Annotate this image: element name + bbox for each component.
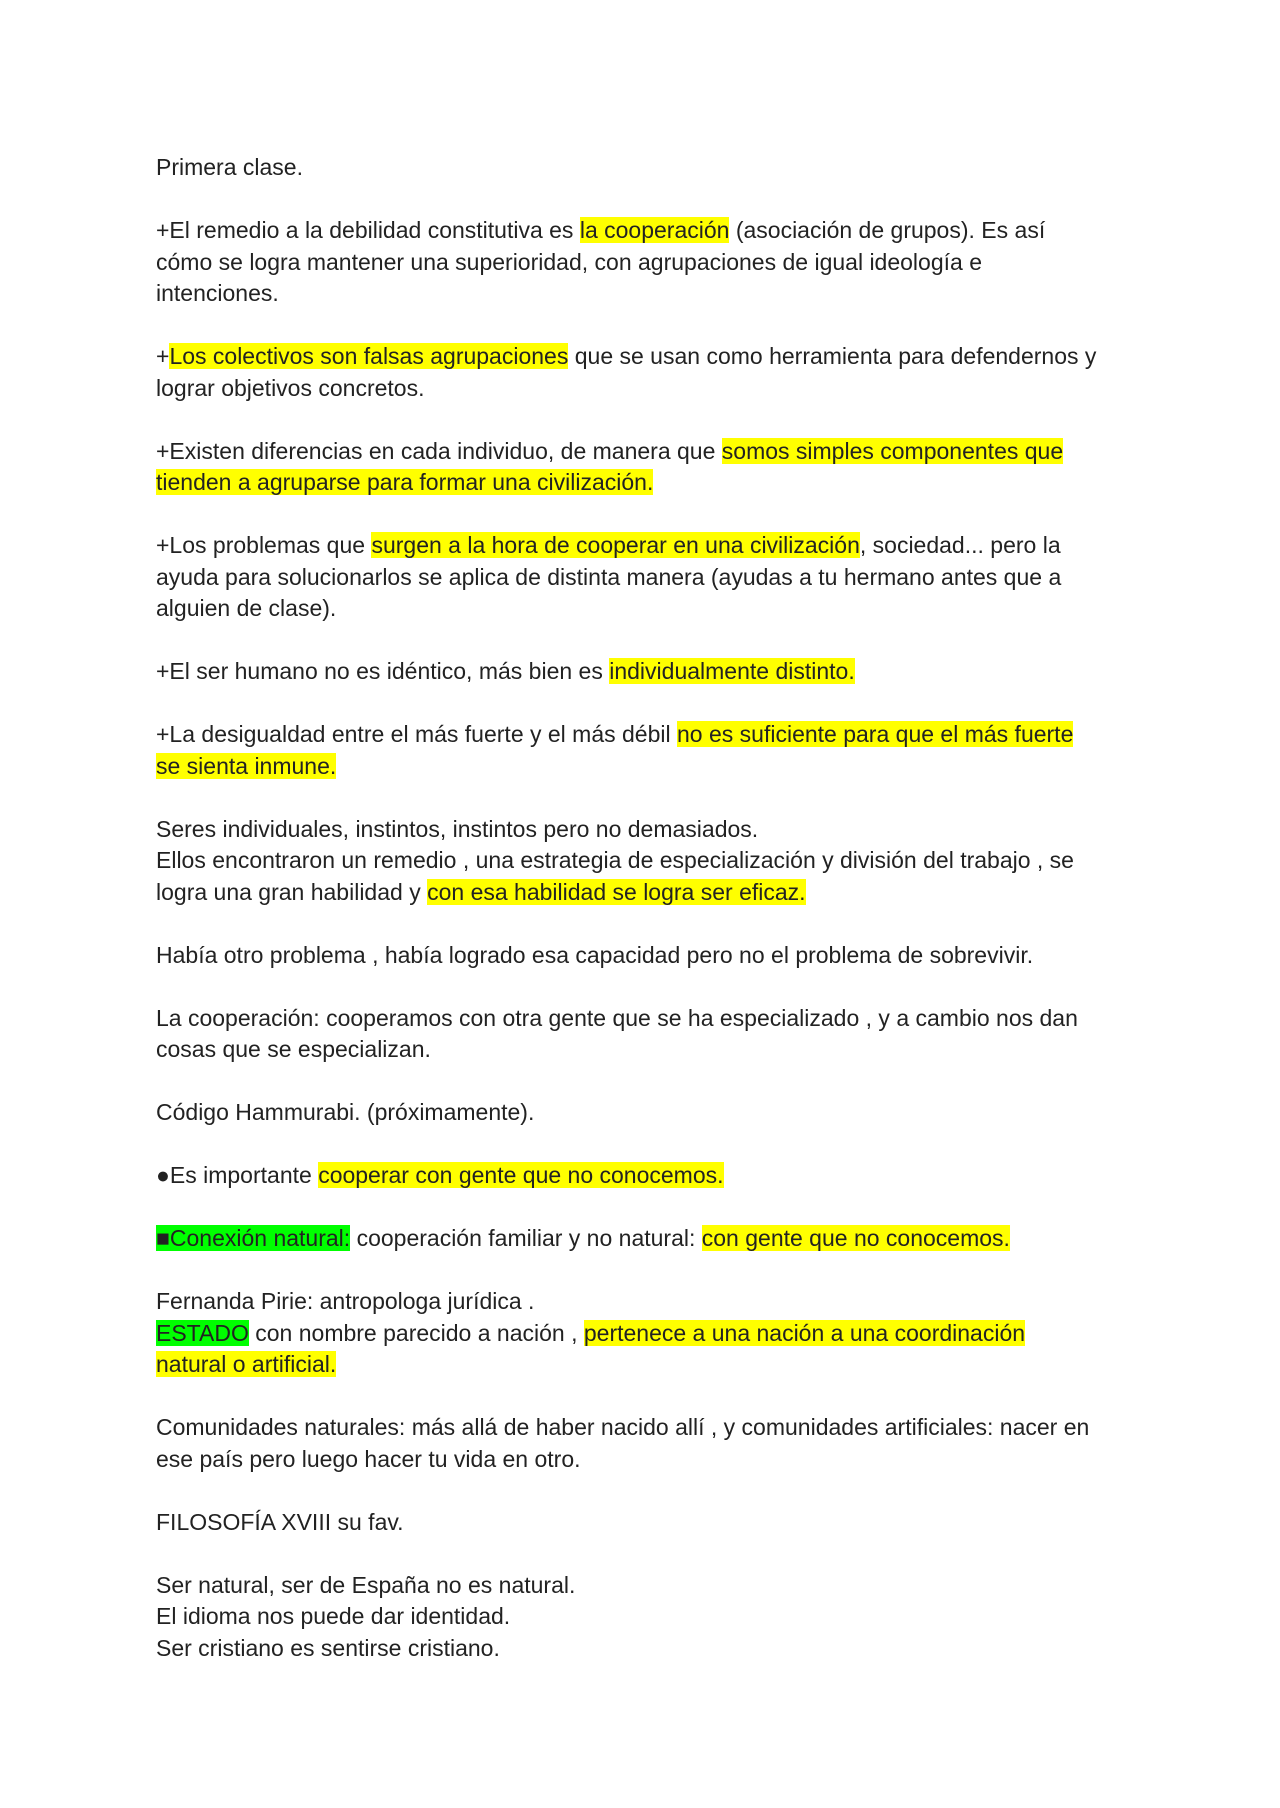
highlight-green: ESTADO (156, 1319, 249, 1346)
text-run: +El ser humano no es idéntico, más bien es (156, 658, 610, 684)
paragraph-hammurabi: Código Hammurabi. (próximamente). (156, 1099, 535, 1125)
text-run: ●Es importante (156, 1162, 319, 1188)
highlight-yellow: cooperar con gente que no conocemos. (318, 1162, 724, 1188)
text-run: (asociación de grupos). Es así (729, 217, 1046, 243)
paragraph-comunidades: Comunidades naturales: más allá de haber nacido allí , y comunidades artificiales: nacer en ese país pero luego hacer tu vida en otro. (156, 1414, 1090, 1472)
highlight-yellow: natural o artificial. (156, 1351, 337, 1377)
text-run: que se usan como herramienta para defendernos y (568, 343, 1097, 369)
paragraph-la-cooperacion: La cooperación: cooperamos con otra gente que se ha especializado , y a cambio nos dan cosas que se especializan. (156, 1004, 1078, 1062)
paragraph-cooperation-remedy: +El remedio a la debilidad constitutiva es la cooperación (asociación de grupos). Es así cómo se logra mantener una superioridad, con agrupaciones de igual ideología e intenciones. (156, 217, 1046, 306)
highlight-yellow: no es suficiente para que el más fuerte (677, 721, 1074, 747)
paragraph-conexion-natural (156, 1223, 1130, 1255)
paragraph-bullet-importante (156, 1160, 1130, 1192)
highlight-yellow: la cooperación (579, 217, 730, 243)
highlight-yellow: con esa habilidad se logra ser eficaz. (427, 878, 806, 905)
document-title: Primera clase. (156, 154, 303, 180)
highlight-yellow: tienden a agruparse para formar una civilización. (156, 469, 654, 495)
highlight-yellow: pertenece a una nación a una coordinación (583, 1319, 1026, 1346)
highlight-yellow: surgen a la hora de cooperar en una civilización (371, 532, 860, 558)
paragraph-desigualdad (156, 719, 1130, 782)
paragraph-ser-natural: Ser natural, ser de España no es natural. El idioma nos puede dar identidad. Ser cristiano es sentirse cristiano. (156, 1571, 576, 1661)
paragraph-otro-problema: Había otro problema , había logrado esa capacidad pero no el problema de sobrevivir. (156, 941, 1034, 968)
text-run: + (156, 343, 170, 369)
paragraph-filosofia: FILOSOFÍA XVIII su fav. (156, 1508, 404, 1535)
paragraph-fernanda-pirie: Fernanda Pirie: antropologa jurídica . ESTADO con nombre parecido a nación , pertenece a una nación a una coordinación natural o artificial. (156, 1288, 1026, 1377)
highlight-yellow: somos simples componentes que (721, 437, 1064, 464)
text-run: con nombre parecido a nación , (248, 1319, 584, 1346)
text-run: +Existen diferencias en cada individuo, de manera que (156, 437, 722, 464)
highlight-yellow: individualmente distinto. (609, 658, 855, 684)
paragraph-problemas: +Los problemas que surgen a la hora de cooperar en una civilización, sociedad... pero la ayuda para solucionarlos se aplica de distinta manera (ayudas a tu hermano antes que a alguien de clase). (156, 532, 1062, 621)
highlight-yellow: Los colectivos son falsas agrupaciones (169, 343, 569, 369)
text-run: , sociedad... pero la (859, 532, 1061, 558)
text-run: cooperación familiar y no natural: (350, 1225, 702, 1251)
text-run: logra una gran habilidad y (156, 878, 428, 905)
paragraph-ser-humano (156, 656, 1130, 688)
highlight-yellow: con gente que no conocemos. (701, 1225, 1010, 1251)
text-run: +La desigualdad entre el más fuerte y el más débil (156, 721, 678, 747)
text-run: +El remedio a la debilidad constitutiva es (156, 217, 580, 243)
paragraph-colectivos: +Los colectivos son falsas agrupaciones que se usan como herramienta para defendernos y lograr objetivos concretos. (156, 343, 1097, 401)
paragraph-diferencias (156, 436, 1130, 499)
highlight-green: ■Conexión natural: (156, 1225, 351, 1251)
text-run: +Los problemas que (156, 532, 372, 558)
highlight-yellow: se sienta inmune. (156, 752, 337, 779)
paragraph-seres-individuales: Seres individuales, instintos, instintos pero no demasiados. Ellos encontraron un remedio , una estrategia de especialización y división del trabajo , se logra una gran habilidad y con esa habilidad se logra ser eficaz. (156, 815, 1074, 905)
